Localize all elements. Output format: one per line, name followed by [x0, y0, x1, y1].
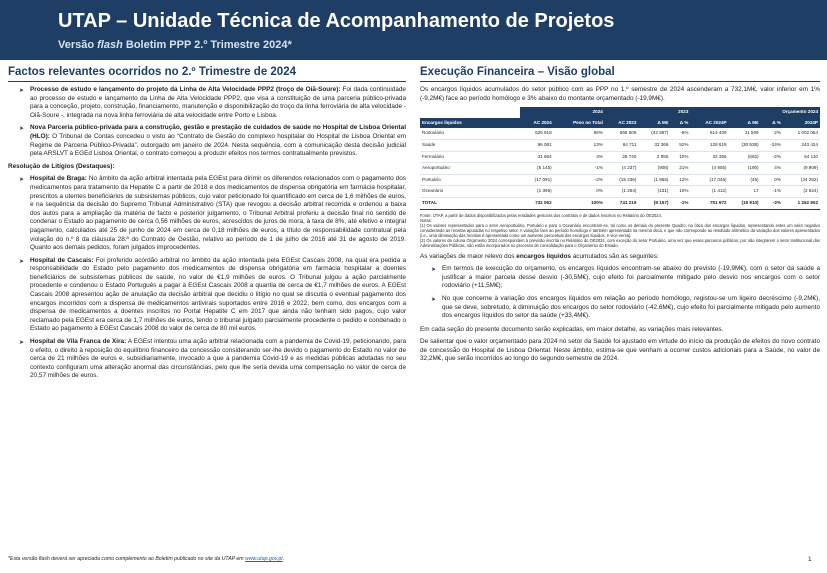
litigio-item: [8, 175, 406, 252]
table-row: [420, 186, 820, 198]
column-header: Δ M€: [638, 118, 670, 129]
table-cell: 11 509: [729, 128, 761, 139]
table-cell: (1 412): [690, 186, 728, 198]
table-caption: Valores em milhares de euros: [420, 107, 520, 118]
table-cell: TOTAL: [420, 197, 520, 209]
table-cell: 1 002 054: [783, 128, 820, 139]
table-cell: -2%: [761, 151, 783, 163]
table-row: [420, 139, 820, 151]
arrow-bullet-icon: ➤: [431, 267, 437, 274]
table-cell: -2%: [554, 174, 605, 186]
table-cell: (190): [729, 163, 761, 175]
table-cell: 86%: [554, 128, 605, 139]
arrow-bullet-icon: ➤: [19, 258, 25, 265]
table-cell: 4%: [554, 151, 605, 163]
table-cell: (19 910): [729, 197, 761, 209]
table-group-header: [420, 107, 820, 118]
table-cell: 2%: [761, 128, 783, 139]
table-cell: 100%: [554, 197, 605, 209]
table-cell: 4%: [761, 163, 783, 175]
table-cell: -1%: [670, 197, 690, 209]
group-2024: 2024: [520, 107, 605, 118]
table-cell: Portuário: [420, 174, 520, 186]
document-title: UTAP – Unidade Técnica de Acompanhamento de Projetos: [58, 10, 615, 32]
litigios-heading: Resolução de Litígios (Destaques):: [8, 162, 115, 170]
execution-intro: Os encargos líquidos acumulados do setor público com as PPP no 1.º semestre de 2024 ascenderam a 732,1M€, valor inferior em 1% (-9,2M€) face ao período homólogo e 3% abaixo do montante orçamentado (-19,9M€).: [420, 86, 820, 102]
table-cell: Ferroviário: [420, 151, 520, 163]
column-header: Δ M€: [729, 118, 761, 129]
table-cell: 10%: [670, 186, 690, 198]
table-cell: 10%: [670, 151, 690, 163]
closing-paragraph: De salientar que o valor orçamentado para 2024 no setor da Saúde foi ajustado em virtude do início da produção de efeitos do novo contrato de concessão do Hospital de Lisboa Oriental. Neste âmbito, estima-se que venham a ocorrer custos adicionais para a Saúde, no valor de 32,2M€, que serão incorridos ao longo do segundo semestre de 2024.: [420, 338, 820, 363]
table-cell: 0%: [761, 174, 783, 186]
table-cell: 32 356: [690, 151, 728, 163]
right-heading-rule: [420, 81, 820, 82]
fact-title: Processo de estudo e lançamento do projeto da Linha de Alta Velocidade PPP2 (troço de Oiã-Soure):: [30, 86, 341, 93]
table-note: (1) Os valores representados para o setor Aeroportuário, Portuário e para o Oceanário encontram-se, tal como os demais do presente Quadro, na ótica dos encargos líquidos, representando estes um valor negativo considerando as receitas apuradas no respetivo setor. A variação face ao período homólogo é também apresentada na mesma ótica, e que não corresponde ao resultado aritmético da variação dos valores apresentados (i.e., uma diminuição das receitas é apresentada como um aumento percentual dos encargos líquidos, e vice-versa).: [420, 222, 820, 238]
table-note: (2) Os valores da coluna Orçamento 2024 correspondem à previsão inscrita no Relatório do OE2024, com exceção do setor Portuário, uma vez que esses parceiros públicos, por não integrarem o setor Institucional das Administrações Públicas, não estão incorporados no processo de consolidação para o Orçamento do Estado.: [420, 237, 820, 248]
table-cell: 1 262 602: [783, 197, 820, 209]
column-header: Δ %: [670, 118, 690, 129]
table-cell: (45): [729, 174, 761, 186]
table-cell: (30 538): [729, 139, 761, 151]
table-cell: 243 424: [783, 139, 820, 151]
table-cell: 741 219: [605, 197, 639, 209]
table-cell: -1%: [554, 163, 605, 175]
table-cell: -3%: [761, 197, 783, 209]
table-cell: (42 587): [638, 128, 670, 139]
variation-text: Em termos de execução do orçamento, os encargos líquidos encontram-se abaixo do previsto (-19,9M€), com o setor da saúde a justificar a maior parcela desse desvio (-30,5M€), cujo efeito foi parcialmente mitigado pelo desvio nos encargos com o setor rodoviário (+11,5M€);: [442, 265, 820, 290]
litigio-title: Hospital de Vila Franca de Xira:: [30, 338, 127, 346]
table-cell: (1 264): [605, 186, 639, 198]
table-note: Fonte: UTAP, a partir de dados disponibilizados pelas entidades gestoras dos contratos e de dados inscritos no Relatório do OE2024.: [420, 212, 662, 218]
header-banner: [0, 0, 827, 60]
arrow-bullet-icon: ➤: [19, 88, 25, 94]
table-row: [420, 151, 820, 163]
column-header: AC 2023: [605, 118, 639, 129]
page-number: 1: [808, 556, 812, 563]
variation-item: [420, 295, 820, 321]
table-cell: 52%: [670, 139, 690, 151]
table-cell: 28 740: [605, 151, 639, 163]
table-cell: (131): [638, 186, 670, 198]
footer-note: *Esta versão flash deverá ser apreciada como complemento ao Boletim publicado no site da UTAP em www.utap.gov.pt.: [8, 556, 285, 562]
table-cell: 0%: [554, 186, 605, 198]
table-cell: (9 909): [783, 163, 820, 175]
table-cell: 98 081: [520, 139, 554, 151]
left-section-heading: Factos relevantes ocorridos no 2.º Trimestre de 2024: [8, 66, 296, 78]
table-cell: (1 855): [638, 174, 670, 186]
table-cell: 33 369: [638, 139, 670, 151]
table-total-row: [420, 197, 820, 209]
table-cell: 17: [729, 186, 761, 198]
table-cell: 13%: [554, 139, 605, 151]
litigio-text: Foi proferido acórdão arbitral no âmbito da ação intentada pela EGEst Cascais 2008, na qual era pedida a responsabilidade do Estado pelo pagamento dos medicamentos de dispensa obrigatória em farmácia hospitalar a doentes beneficiários de subsistemas públicos de saúde, no valor de €1,9 milhões de euros. O Tribunal julgou a ação parcialmente procedente e condenou o Estado Português a pagar à EGEst Cascais 2008 a quantia de cerca de €1,7 milhões de euros. A EGEst Cascais 2008 apresentou ação de anulação da decisão arbitral que decidiu o litígio no qual se discutia o eventual pagamento dos encargos incorridos com a dispensa de medicamentos antivirais suportados entre 2016 e 2022, bem como, dos encargos com a dispensa de medicamentos a doentes inscritos no Portal Hepatite C em 2017 que ainda não tenham sido pagos, cujo valor reclamado pela EGEst era cerca de 1,7 milhões de euros, tendo o tribunal julgado parcialmente procedente o pedido e condenado o Estado ao pagamento à EGEst Cascais 2008 do valor de cerca de 80 mil euros.: [30, 256, 406, 333]
litigio-title: Hospital de Cascais:: [30, 256, 94, 264]
table-cell: -24%: [761, 139, 783, 151]
variations-lead: As variações de maior relevo dos encargos líquidos acumulados são as seguintes:: [420, 252, 659, 260]
table-cell: 31 694: [520, 151, 554, 163]
table-cell: 64 711: [605, 139, 639, 151]
arrow-bullet-icon: ➤: [19, 340, 25, 347]
table-cell: Oceanário: [420, 186, 520, 198]
table-note: Notas:: [420, 217, 432, 223]
table-cell: 64 110: [783, 151, 820, 163]
litigio-item: [8, 338, 406, 381]
right-column: [420, 86, 820, 368]
column-header: AC 2024: [520, 118, 554, 129]
table-cell: (34 252): [783, 174, 820, 186]
table-cell: (4 955): [690, 163, 728, 175]
column-header: AC 2024P: [690, 118, 728, 129]
table-row: [420, 174, 820, 186]
table-cell: (9 157): [638, 197, 670, 209]
column-header: Peso no Total: [554, 118, 605, 129]
table-cell: (15 236): [605, 174, 639, 186]
litigio-item: [8, 257, 406, 334]
fact-item: [8, 86, 406, 120]
table-cell: -6%: [670, 128, 690, 139]
table-cell: -1%: [761, 186, 783, 198]
table-cell: 12%: [670, 174, 690, 186]
table-cell: Aeroportuário: [420, 163, 520, 175]
column-header: Δ %: [761, 118, 783, 129]
table-cell: (4 237): [605, 163, 639, 175]
table-cell: (17 091): [520, 174, 554, 186]
table-cell: (5 145): [520, 163, 554, 175]
table-column-header: [420, 118, 820, 129]
fact-text: O Tribunal de Contas concedeu o visto ao “Contrato de Gestão do complexo hospitalar do Hospital de Lisboa Oriental em Regime de Parceria Público-Privada”, outorgado em janeiro de 2024. Nesta sequência, com a comunicação desta decisão judicial pela ARSLVT à EGEd Lisboa Oriental, o contrato começou a produzir efeitos nos termos contratualmente previstos.: [30, 132, 406, 158]
table-cell: 668 505: [605, 128, 639, 139]
table-cell: (2 824): [783, 186, 820, 198]
group-orcamento-2024: Orçamento 2024: [690, 107, 820, 118]
column-header: 2024P: [783, 118, 820, 129]
arrow-bullet-icon: ➤: [431, 296, 437, 303]
table-cell: (662): [729, 151, 761, 163]
table-cell: Saúde: [420, 139, 520, 151]
litigio-title: Hospital de Braga:: [30, 175, 87, 183]
table-cell: (1 395): [520, 186, 554, 198]
arrow-bullet-icon: ➤: [19, 177, 25, 184]
litigio-text: No âmbito da ação arbitral intentada pela EGEst para dirimir os diferendos relacionados com o pagamento dos medicamentos para tratamento da Hepatite C a partir de 2018 e dos medicamentos de dispensa obrigatória em farmácia hospitalar, prescritos a utentes beneficiários de subsistemas públicos, cujo valor peticionado foi quantificado em cerca de 1,6 milhões de euros, e na sequência da decisão do Supremo Tribunal Administrativo (STA) que revogou a decisão arbitral recorrida e ordenou a baixa dos autos para a ampliação da matéria de facto e posterior julgamento, o Tribunal Arbitral proferiu a decisão final no sentido de condenar o Estado ao pagamento de cerca 0,56 milhões de euros, acrescidos de juros de mora, à taxa de 8%, até efetivo e integral pagamento, calculados até 25 de junho de 2024 em cerca de 0,18 milhões de euros, a título de responsabilidade contratual pela violação do n.º 8 da cláusula 28.ª do Contrato de Gestão, relativo ao período de 1 de julho de 2016 até 31 de agosto de 2019. Quanto aos demais pedidos, foram julgados improcedentes.: [30, 175, 406, 252]
table-cell: (908): [638, 163, 670, 175]
table-row: [420, 128, 820, 139]
column-header: Encargos líquidos: [420, 118, 520, 129]
table-cell: 2 955: [638, 151, 670, 163]
utap-link[interactable]: www.utap.gov.pt: [245, 556, 283, 562]
left-heading-rule: [8, 81, 406, 82]
table-row: [420, 163, 820, 175]
fact-title: Nova Parceria público-privada para a construção, gestão e prestação de cuidados de saúde no Hospital de Lisboa Oriental (HLO):: [30, 124, 406, 140]
table-cell: 21%: [670, 163, 690, 175]
table-cell: 614 409: [690, 128, 728, 139]
table-cell: 732 062: [520, 197, 554, 209]
group-2023: 2023: [605, 107, 691, 118]
table-cell: Rodoviário: [420, 128, 520, 139]
right-section-heading: Execução Financeira – Visão global: [420, 66, 615, 78]
variation-item: [420, 265, 820, 291]
arrow-bullet-icon: ➤: [19, 126, 25, 133]
table-notes: [420, 213, 820, 248]
fact-item: [8, 124, 406, 158]
financial-table: [420, 107, 820, 209]
variation-text: No que concerne à variação dos encargos líquidos em relação ao período homólogo, registou-se um ligeiro decréscimo (-9,2M€), que se deve, sobretudo, à diminuição dos encargos do setor rodoviário (-42,6M€), cujo efeito foi parcialmente mitigado pelo aumento dos encargos líquidos do setor da saúde (+33,4M€).: [442, 294, 820, 320]
table-cell: 625 918: [520, 128, 554, 139]
fact-text: Foi dada continuidade ao processo de estudo e lançamento da Linha de Alta Velocidade PPP2, que visa a constituição de uma parceria público-privada para a conceção, projeto, construção, financiamento, manutenção e disponibilização do troço da linha ferroviária de alta velocidade - Oiã-Soure -, integrada na nova linha ferroviária de alta velocidade entre Porto e Lisboa.: [30, 86, 406, 119]
table-cell: 751 972: [690, 197, 728, 209]
table-cell: 128 619: [690, 139, 728, 151]
table-body: [420, 128, 820, 209]
explain-paragraph: Em cada seção do presente documento serão explicadas, em maior detalhe, as variações mais relevantes.: [420, 325, 724, 333]
left-column: [8, 86, 406, 385]
table-cell: (17 046): [690, 174, 728, 186]
litigio-text: A EGEst intentou uma ação arbitral relacionada com a pandemia de Covid-19, peticionando, para o efeito, o direito à reposição do equilíbrio financeiro da concessão considerando ser-lhe devido o pagamento do Estado no valor de cerca de 21 milhões de euros e, subsidiariamente, invocado a que a pandemia Covid-19 e as medidas públicas adotadas no seu contexto configuram uma alteração anormal das circunstâncias, pelo que lhe seria devida uma compensação no valor de cerca de 20,57 milhões de euros.: [30, 338, 407, 380]
document-subtitle: Versão flash Boletim PPP 2.º Trimestre 2024*: [58, 39, 292, 51]
